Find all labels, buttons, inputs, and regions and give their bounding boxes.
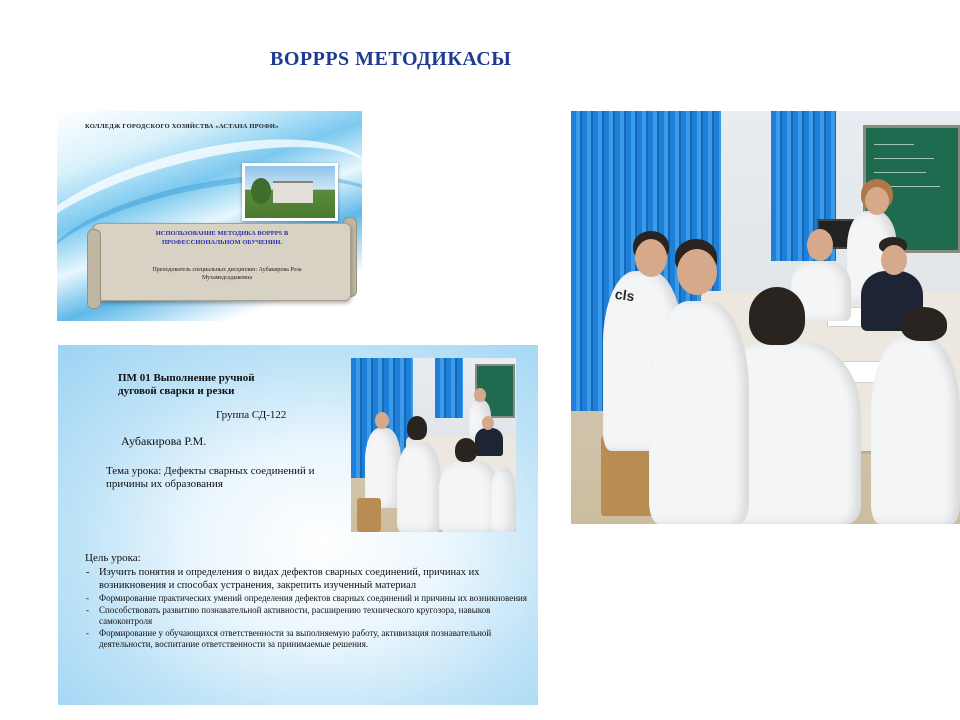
suit-jacket bbox=[475, 428, 503, 456]
author-name: Аубакирова Р.М. bbox=[121, 434, 207, 448]
chalk-mark bbox=[874, 172, 926, 173]
lesson-plan-slide bbox=[58, 345, 538, 705]
face bbox=[807, 229, 833, 261]
building-shape bbox=[273, 181, 313, 203]
slide-title bbox=[127, 229, 317, 247]
goal-heading: Цель урока: bbox=[85, 552, 141, 564]
scroll-roll-left bbox=[87, 229, 101, 309]
lesson-topic-line: Тема урока: Дефекты сварных соединений и bbox=[106, 465, 315, 477]
face bbox=[482, 416, 494, 430]
slide-title-line: ИСПОЛЬЗОВАНИЕ МЕТОДИКА BOPPPS В bbox=[155, 230, 289, 237]
shirt bbox=[365, 428, 401, 508]
face bbox=[677, 249, 717, 295]
shirt bbox=[491, 468, 516, 532]
shirt bbox=[871, 336, 960, 524]
face bbox=[635, 239, 667, 277]
page-title: BOPPPS МЕТОДИКАСЫ bbox=[270, 48, 512, 70]
module-title-line: ПМ 01 Выполнение ручной bbox=[118, 372, 255, 384]
goal-item: - Способствовать развитию познавательной активности, расширению технического кругозора, навыков самоконтроля bbox=[85, 605, 530, 627]
chair bbox=[357, 498, 381, 532]
shirt bbox=[649, 301, 749, 524]
hair bbox=[407, 416, 427, 440]
shirt bbox=[397, 442, 441, 532]
face bbox=[474, 388, 486, 402]
goal-list bbox=[85, 567, 530, 651]
shirt bbox=[439, 460, 499, 532]
face bbox=[881, 245, 907, 275]
window-blinds bbox=[435, 358, 463, 418]
hair bbox=[749, 287, 805, 345]
goal-item: - Формирование практических умений определения дефектов сварных соединений и причины их возникновения bbox=[85, 593, 530, 604]
module-title bbox=[118, 372, 298, 398]
module-title-line: дуговой сварки и резки bbox=[118, 385, 235, 397]
face bbox=[375, 412, 389, 429]
face bbox=[865, 187, 889, 215]
chalk-mark bbox=[874, 144, 914, 145]
teacher-line: Мухамедсадыковна bbox=[201, 275, 252, 281]
shirt-print: cls bbox=[613, 285, 636, 305]
teacher-line: Преподователь специальных дисциплин: Аубакирова Роза bbox=[152, 267, 302, 273]
lesson-topic-line: причины их образования bbox=[106, 478, 223, 490]
classroom-photo-small bbox=[351, 358, 516, 532]
group-label: Группа СД-122 bbox=[216, 409, 287, 421]
tree-shape bbox=[251, 178, 271, 204]
classroom-photo bbox=[571, 111, 960, 524]
college-building-photo bbox=[242, 163, 338, 221]
teacher-caption bbox=[127, 266, 327, 282]
goal-item: - Изучить понятия и определения о видах дефектов сварных соединений, причинах их возникновения и способах устранения, закрепить изученный материал bbox=[85, 567, 530, 592]
chalk-mark bbox=[874, 158, 934, 159]
lesson-topic bbox=[106, 465, 346, 491]
goal-item: - Формирование у обучающихся ответственности за выполняемую работу, активизация познавательной деятельности, воспитание ответственности за принимаемые решения. bbox=[85, 628, 530, 650]
title-slide-thumbnail bbox=[57, 111, 362, 321]
hair bbox=[901, 307, 947, 341]
college-name: КОЛЛЕДЖ ГОРОДСКОГО ХОЗЯЙСТВА «АСТАНА ПРОФИ» bbox=[85, 123, 279, 130]
hair bbox=[455, 438, 477, 462]
slide-title-line: ПРОФЕССИОНАЛЬНОМ ОБУЧЕНИИ. bbox=[161, 239, 283, 246]
